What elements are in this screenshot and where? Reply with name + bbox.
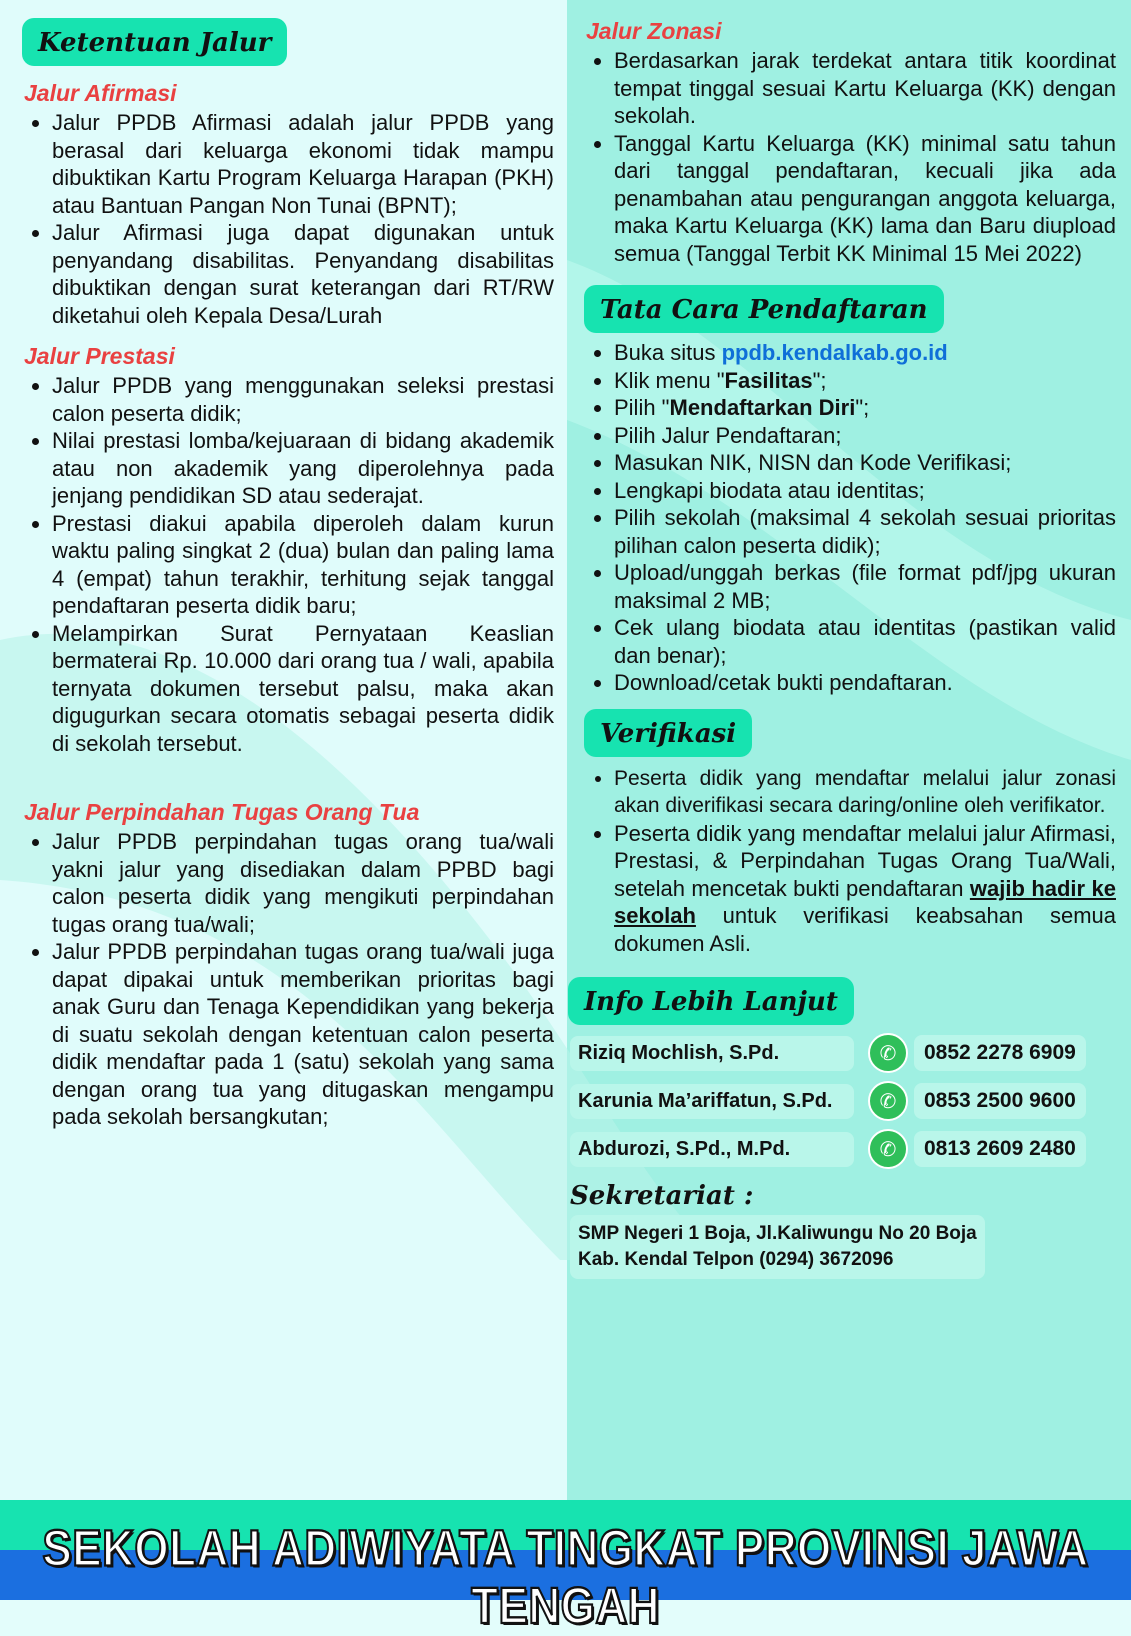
list-item: • Pilih Jalur Pendaftaran; <box>614 422 1116 450</box>
step-text: Klik menu " <box>614 367 725 393</box>
contact-phone[interactable]: 0813 2609 2480 <box>914 1131 1086 1167</box>
tata-cara-steps <box>584 339 1116 697</box>
address-line: SMP Negeri 1 Boja, Jl.Kaliwungu No 20 Boja <box>578 1223 977 1244</box>
list-item: • Berdasarkan jarak terdekat antara titik koordinat tempat tinggal sesuai Kartu Keluarga (KK) dengan sekolah. <box>614 47 1116 130</box>
contact-row <box>570 1129 1116 1169</box>
step-bold-text: Fasilitas <box>724 367 813 393</box>
jalur-zonasi-title: Jalur Zonasi <box>586 18 722 44</box>
zonasi-list <box>584 47 1116 267</box>
info-lebih-lanjut-header: Info Lebih Lanjut <box>568 977 854 1025</box>
contact-name: Karunia Ma’ariffatun, S.Pd. <box>570 1084 854 1119</box>
wajib-hadir-text: wajib hadir ke sekolah <box>614 875 1116 928</box>
sekretariat-label: Sekretariat : <box>570 1181 754 1211</box>
list-item: • Upload/unggah berkas (file format pdf/jpg ukuran maksimal 2 MB; <box>614 559 1116 614</box>
jalur-perpindahan-title: Jalur Perpindahan Tugas Orang Tua <box>24 799 420 825</box>
verifikasi-text: Peserta didik yang mendaftar melalui jalur Afirmasi, Prestasi, & Perpindahan Tugas Orang Tua/Wali, setelah mencetak bukti pendaftaran <box>614 820 1116 901</box>
verifikasi-list <box>584 765 1116 958</box>
verifikasi-header: Verifikasi <box>584 709 752 757</box>
verifikasi-text: untuk verifikasi keabsahan semua dokumen Asli. <box>614 903 1116 956</box>
jalur-afirmasi-title: Jalur Afirmasi <box>24 80 177 106</box>
contact-row <box>570 1033 1116 1073</box>
list-item: • Jalur Afirmasi juga dapat digunakan untuk penyandang disabilitas. Penyandang disabilitas dibuktikan dengan surat keterangan dari RT/RW diketahui oleh Kepala Desa/Lurah <box>52 219 554 329</box>
sekretariat-address <box>570 1215 985 1279</box>
ketentuan-jalur-header: Ketentuan Jalur <box>22 18 287 66</box>
list-item: • Cek ulang biodata atau identitas (pastikan valid dan benar); <box>614 614 1116 669</box>
list-item: • Jalur PPDB yang menggunakan seleksi prestasi calon peserta didik; <box>52 372 554 427</box>
ppdb-site-link[interactable]: ppdb.kendalkab.go.id <box>721 340 948 365</box>
step-text: Buka situs <box>614 340 722 365</box>
list-item: • Download/cetak bukti pendaftaran. <box>614 669 1116 697</box>
afirmasi-list <box>22 109 554 329</box>
whatsapp-icon[interactable]: ✆ <box>868 1081 908 1121</box>
contact-name: Riziq Mochlish, S.Pd. <box>570 1036 854 1071</box>
contact-phone[interactable]: 0853 2500 9600 <box>914 1083 1086 1119</box>
whatsapp-icon[interactable]: ✆ <box>868 1033 908 1073</box>
list-item: • Jalur PPDB perpindahan tugas orang tua/wali yakni jalur yang disediakan dalam PPBD bagi calon peserta didik yang mengikuti perpindahan tugas orang tua/wali; <box>52 828 554 938</box>
list-item <box>614 339 1116 367</box>
list-item: • Lengkapi biodata atau identitas; <box>614 477 1116 505</box>
list-item: • Tanggal Kartu Keluarga (KK) minimal satu tahun dari tanggal pendaftaran, kecuali jika ada penambahan atau pengurangan anggota keluarga, maka Kartu Keluarga (KK) lama dan Baru diupload semua (Tanggal Terbit KK Minimal 15 Mei 2022) <box>614 130 1116 268</box>
right-column <box>570 18 1116 1279</box>
tata-cara-header: Tata Cara Pendaftaran <box>584 285 944 333</box>
perpindahan-list <box>22 828 554 1131</box>
step-bold-text: Mendaftarkan Diri <box>669 395 856 420</box>
jalur-prestasi-title: Jalur Prestasi <box>24 343 175 369</box>
footer-banner-text: SEKOLAH ADIWIYATA TINGKAT PROVINSI JAWA TENGAH <box>42 1520 1089 1635</box>
contact-phone[interactable]: 0852 2278 6909 <box>914 1035 1086 1071</box>
address-line: Kab. Kendal Telpon (0294) 3672096 <box>578 1249 894 1270</box>
list-item: • Nilai prestasi lomba/kejuaraan di bidang akademik atau non akademik yang diperolehnya pada jenjang pendidikan SD atau sederajat. <box>52 427 554 510</box>
whatsapp-icon[interactable]: ✆ <box>868 1129 908 1169</box>
list-item: • Jalur PPDB Afirmasi adalah jalur PPDB yang berasal dari keluarga ekonomi tidak mampu dibuktikan Kartu Program Keluarga Harapan (PKH) atau Bantuan Pangan Non Tunai (BPNT); <box>52 109 554 219</box>
contact-row <box>570 1081 1116 1121</box>
list-item: • Pilih sekolah (maksimal 4 sekolah sesuai prioritas pilihan calon peserta didik); <box>614 504 1116 559</box>
contact-list <box>570 1033 1116 1279</box>
step-text: "; <box>855 395 870 420</box>
left-column <box>22 18 554 1131</box>
list-item: • Prestasi diakui apabila diperoleh dalam kurun waktu paling singkat 2 (dua) bulan dan paling lama 4 (empat) tahun terakhir, terhitung sejak tanggal pendaftaran peserta didik baru; <box>52 510 554 620</box>
step-text: Pilih " <box>614 395 670 420</box>
list-item <box>614 367 1116 395</box>
contact-name: Abdurozi, S.Pd., M.Pd. <box>570 1132 854 1167</box>
step-text: "; <box>812 367 827 393</box>
list-item: • Peserta didik yang mendaftar melalui jalur zonasi akan diverifikasi secara daring/online oleh verifikator. <box>614 765 1116 820</box>
list-item: • Jalur PPDB perpindahan tugas orang tua/wali juga dapat dipakai untuk memberikan prioritas bagi anak Guru dan Tenaga Kependidikan yang bekerja di suatu sekolah dengan ketentuan calon peserta didik mendaftar pada 1 (satu) sekolah yang sama dengan orang tua yang ditugaskan mengampu pada sekolah bersangkutan; <box>52 938 554 1131</box>
list-item <box>614 820 1116 958</box>
list-item: • Masukan NIK, NISN dan Kode Verifikasi; <box>614 449 1116 477</box>
prestasi-list <box>22 372 554 757</box>
list-item: • Melampirkan Surat Pernyataan Keaslian bermaterai Rp. 10.000 dari orang tua / wali, apabila ternyata dokumen tersebut palsu, maka akan digugurkan secara otomatis sebagai peserta didik di sekolah tersebut. <box>52 620 554 758</box>
list-item <box>614 394 1116 422</box>
